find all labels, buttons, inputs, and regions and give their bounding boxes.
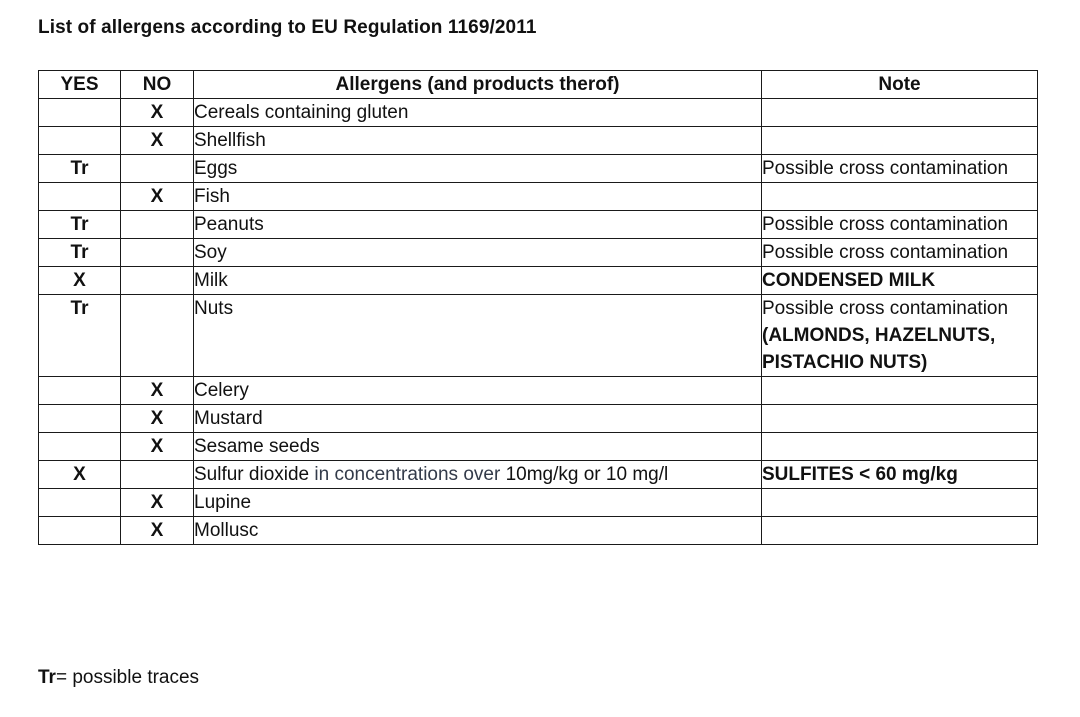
table-row [39, 99, 1038, 127]
table-row [39, 433, 1038, 461]
no-cell: X [121, 405, 194, 433]
table-row [39, 155, 1038, 183]
yes-cell: Tr [39, 211, 121, 239]
no-cell: X [121, 99, 194, 127]
allergen-cell: Celery [194, 377, 762, 405]
allergen-cell: Eggs [194, 155, 762, 183]
header-no: NO [121, 71, 194, 99]
allergen-cell: Mollusc [194, 517, 762, 545]
yes-cell [39, 433, 121, 461]
table-row [39, 489, 1038, 517]
header-note: Note [762, 71, 1038, 99]
no-cell: X [121, 127, 194, 155]
table-header-row [39, 71, 1038, 99]
no-cell: X [121, 489, 194, 517]
yes-cell: Tr [39, 295, 121, 377]
no-cell [121, 267, 194, 295]
no-cell [121, 211, 194, 239]
no-cell [121, 461, 194, 489]
note-cell: Possible cross contamination [762, 155, 1038, 183]
note-cell [762, 377, 1038, 405]
table-row [39, 127, 1038, 155]
note-cell [762, 489, 1038, 517]
note-bold-text: (ALMONDS, HAZELNUTS, PISTACHIO NUTS) [762, 325, 996, 373]
allergen-cell: Peanuts [194, 211, 762, 239]
allergen-qualifier: in concentrations over [309, 464, 506, 485]
no-cell [121, 239, 194, 267]
table-row [39, 517, 1038, 545]
yes-cell [39, 99, 121, 127]
note-cell [762, 183, 1038, 211]
yes-cell [39, 517, 121, 545]
no-cell [121, 155, 194, 183]
allergen-cell [194, 461, 762, 489]
yes-cell: Tr [39, 239, 121, 267]
allergen-cell: Lupine [194, 489, 762, 517]
yes-cell [39, 127, 121, 155]
yes-cell: X [39, 461, 121, 489]
header-allergen: Allergens (and products therof) [194, 71, 762, 99]
allergen-table [38, 70, 1038, 545]
yes-cell [39, 405, 121, 433]
document-title: List of allergens according to EU Regulation 1169/2011 [38, 17, 537, 38]
allergen-limit: 10mg/kg or 10 mg/l [505, 464, 669, 485]
note-cell: Possible cross contamination [762, 239, 1038, 267]
table-row [39, 377, 1038, 405]
note-text: Possible cross contamination [762, 298, 1009, 319]
no-cell: X [121, 433, 194, 461]
yes-cell [39, 183, 121, 211]
no-cell [121, 295, 194, 377]
no-cell: X [121, 517, 194, 545]
allergen-cell: Fish [194, 183, 762, 211]
note-cell: CONDENSED MILK [762, 267, 1038, 295]
table-row [39, 405, 1038, 433]
no-cell: X [121, 377, 194, 405]
allergen-cell: Soy [194, 239, 762, 267]
note-cell [762, 405, 1038, 433]
table-row [39, 183, 1038, 211]
footnote [38, 667, 199, 689]
allergen-cell: Sesame seeds [194, 433, 762, 461]
table-row [39, 239, 1038, 267]
allergen-cell: Shellfish [194, 127, 762, 155]
note-cell [762, 99, 1038, 127]
table-row [39, 211, 1038, 239]
table-row [39, 295, 1038, 377]
yes-cell: Tr [39, 155, 121, 183]
allergen-name: Sulfur dioxide [194, 464, 310, 485]
footnote-text: = possible traces [55, 667, 200, 688]
header-yes: YES [39, 71, 121, 99]
footnote-abbreviation: Tr [38, 667, 56, 688]
note-cell [762, 295, 1038, 377]
no-cell: X [121, 183, 194, 211]
note-cell [762, 127, 1038, 155]
allergen-cell: Nuts [194, 295, 762, 377]
allergen-cell: Mustard [194, 405, 762, 433]
yes-cell [39, 489, 121, 517]
note-cell: Possible cross contamination [762, 211, 1038, 239]
table-row [39, 267, 1038, 295]
note-cell [762, 517, 1038, 545]
note-cell [762, 433, 1038, 461]
allergen-cell: Cereals containing gluten [194, 99, 762, 127]
yes-cell: X [39, 267, 121, 295]
table-row [39, 461, 1038, 489]
allergen-cell: Milk [194, 267, 762, 295]
yes-cell [39, 377, 121, 405]
note-cell: SULFITES < 60 mg/kg [762, 461, 1038, 489]
